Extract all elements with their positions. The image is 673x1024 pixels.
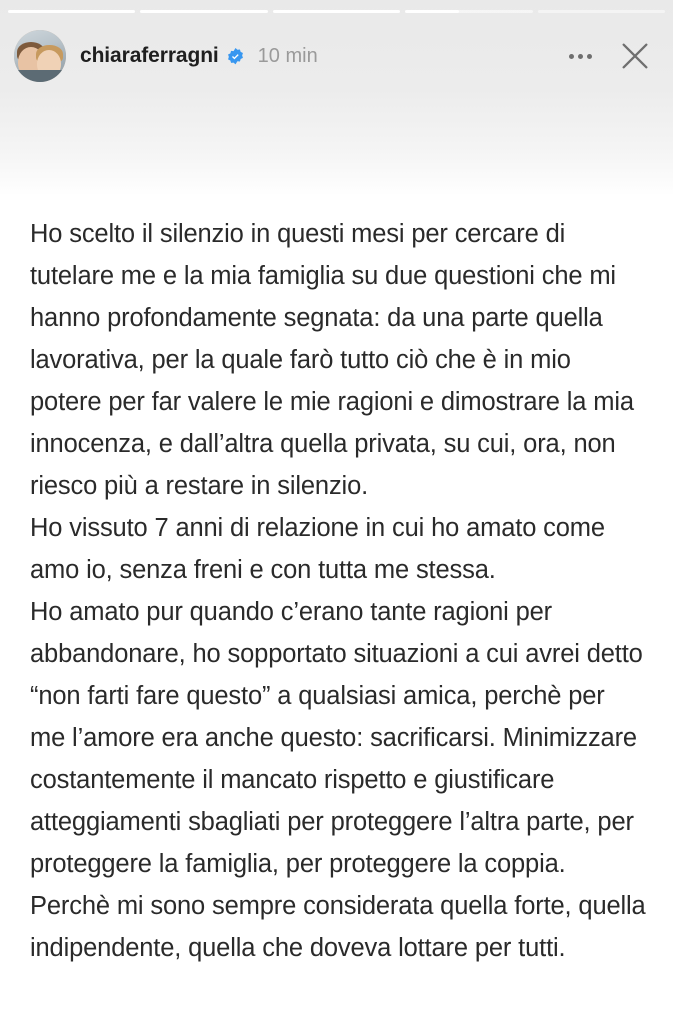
story-timestamp: 10 min bbox=[257, 44, 318, 67]
more-dot-1 bbox=[569, 54, 574, 59]
username-label[interactable]: chiaraferragni bbox=[80, 44, 219, 67]
more-dot-2 bbox=[578, 54, 583, 59]
progress-segment-3[interactable] bbox=[273, 10, 400, 13]
more-dot-3 bbox=[587, 54, 592, 59]
story-paragraph-4: Perchè mi sono sempre considerata quella forte, quella indipendente, quella che doveva lottare per tutti. bbox=[30, 892, 646, 962]
progress-segment-5[interactable] bbox=[538, 10, 665, 13]
avatar-foreground bbox=[14, 70, 66, 82]
story-paragraph-2: Ho vissuto 7 anni di relazione in cui ho amato come amo io, senza freni e con tutta me stessa. bbox=[30, 514, 605, 584]
more-options-icon[interactable] bbox=[563, 39, 597, 73]
story-user-row bbox=[14, 29, 659, 83]
avatar[interactable] bbox=[14, 30, 66, 82]
verified-badge-icon bbox=[226, 47, 245, 66]
progress-segment-2[interactable] bbox=[140, 10, 267, 13]
story-progress-bar bbox=[8, 10, 665, 13]
story-text-content bbox=[30, 213, 646, 969]
story-paragraph-3: Ho amato pur quando c’erano tante ragioni per abbandonare, ho sopportato situazioni a cui avrei detto “non farti fare questo” a qualsiasi amica, perchè per me l’amore era anche questo: sacrificarsi. Minimizzare costantemente il mancato rispetto e giustificare atteggiamenti sbagliati per proteggere l’altra parte, per proteggere la famiglia, per proteggere la coppia. bbox=[30, 598, 643, 878]
story-paragraph-1: Ho scelto il silenzio in questi mesi per cercare di tutelare me e la mia famiglia su due questioni che mi hanno profondamente segnata: da una parte quella lavorativa, per la quale farò tutto ciò che è in mio potere per far valere le mie ragioni e dimostrare la mia innocenza, e dall’altra quella privata, su cui, ora, non riesco più a restare in silenzio. bbox=[30, 220, 634, 500]
close-icon[interactable] bbox=[615, 36, 655, 76]
progress-segment-4[interactable] bbox=[405, 10, 532, 13]
progress-segment-1[interactable] bbox=[8, 10, 135, 13]
